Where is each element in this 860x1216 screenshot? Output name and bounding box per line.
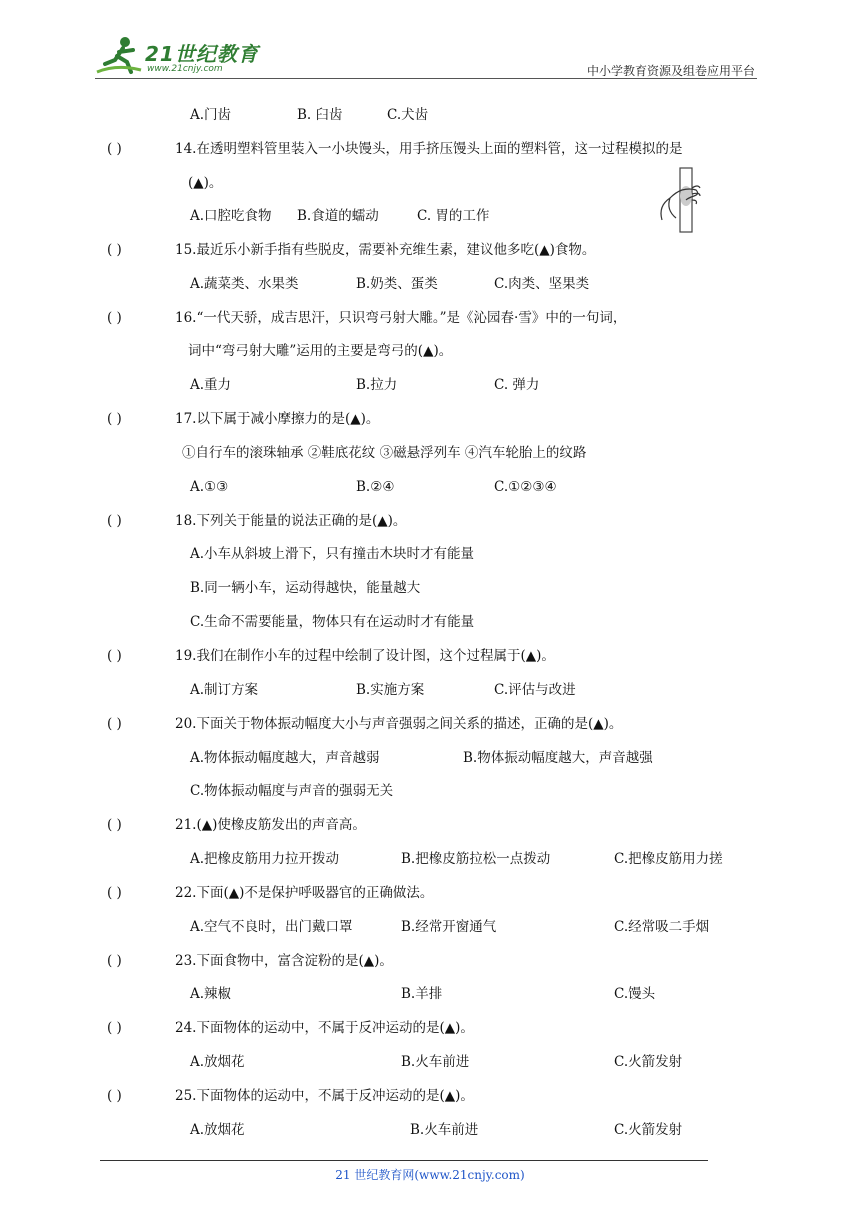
- platform-title: 中小学教育资源及组卷应用平台: [586, 64, 755, 78]
- q15-option-b: B.奶类、蛋类: [356, 276, 438, 292]
- q15-option-c: C.肉类、坚果类: [494, 276, 590, 292]
- q25-option-b: B.火车前进: [410, 1122, 479, 1138]
- q18-stem: 18.下列关于能量的说法正确的是(▲)。: [175, 513, 407, 529]
- q16-option-c: C. 弹力: [494, 377, 540, 393]
- q13-option-b: B. 臼齿: [297, 107, 343, 123]
- q17-option-c: C.①②③④: [494, 479, 557, 495]
- q19-option-a: A.制订方案: [190, 682, 259, 698]
- site-logo: [95, 34, 270, 76]
- q20-option-b: B.物体振动幅度越大，声音越强: [463, 750, 653, 766]
- q19-option-b: B.实施方案: [356, 682, 425, 698]
- hand-squeezing-tube-icon: [656, 166, 712, 234]
- logo-url: www.21cnjy.com: [147, 64, 223, 74]
- q24-option-c: C.火箭发射: [614, 1054, 683, 1070]
- q22-stem: 22.下面(▲)不是保护呼吸器官的正确做法。: [175, 885, 434, 901]
- footer-divider: [100, 1160, 708, 1161]
- answer-blank[interactable]: ( ): [107, 817, 122, 833]
- q23-option-b: B.羊排: [401, 986, 443, 1002]
- q15-stem: 15.最近乐小新手指有些脱皮，需要补充维生素，建议他多吃(▲)食物。: [175, 242, 596, 258]
- q24-option-a: A.放烟花: [190, 1054, 245, 1070]
- q18-option-a: A.小车从斜坡上滑下，只有撞击木块时才有能量: [190, 546, 475, 562]
- answer-blank[interactable]: ( ): [107, 716, 122, 732]
- q21-option-b: B.把橡皮筋拉松一点拨动: [401, 851, 551, 867]
- q16-option-a: A.重力: [190, 377, 232, 393]
- q24-stem: 24.下面物体的运动中，不属于反冲运动的是(▲)。: [175, 1020, 474, 1036]
- q17-stem: 17.以下属于减小摩擦力的是(▲)。: [175, 411, 380, 427]
- q18-option-c: C.生命不需要能量，物体只有在运动时才有能量: [190, 614, 475, 630]
- header-divider: [95, 78, 757, 79]
- q14-option-a: A.口腔吃食物: [190, 208, 272, 224]
- answer-blank[interactable]: ( ): [107, 141, 122, 157]
- answer-blank[interactable]: ( ): [107, 1020, 122, 1036]
- q22-option-b: B.经常开窗通气: [401, 919, 497, 935]
- answer-blank[interactable]: ( ): [107, 411, 122, 427]
- q13-option-c: C.犬齿: [387, 107, 429, 123]
- q23-option-a: A.辣椒: [190, 986, 232, 1002]
- answer-blank[interactable]: ( ): [107, 513, 122, 529]
- q14-stem-cont: (▲)。: [188, 175, 223, 191]
- q24-option-b: B.火车前进: [401, 1054, 470, 1070]
- q18-option-b: B.同一辆小车，运动得越快，能量越大: [190, 580, 421, 596]
- q19-stem: 19.我们在制作小车的过程中绘制了设计图，这个过程属于(▲)。: [175, 648, 555, 664]
- answer-blank[interactable]: ( ): [107, 242, 122, 258]
- q20-stem: 20.下面关于物体振动幅度大小与声音强弱之间关系的描述，正确的是(▲)。: [175, 716, 623, 732]
- q19-option-c: C.评估与改进: [494, 682, 576, 698]
- answer-blank[interactable]: ( ): [107, 1088, 122, 1104]
- q16-stem: 16.“一代天骄，成吉思汗，只识弯弓射大雕。”是《沁园春·雪》中的一句词，: [175, 310, 627, 326]
- q17-option-b: B.②④: [356, 479, 395, 495]
- answer-blank[interactable]: ( ): [107, 885, 122, 901]
- q16-option-b: B.拉力: [356, 377, 398, 393]
- footer-link[interactable]: 21 世纪教育网(www.21cnjy.com): [335, 1168, 525, 1182]
- q15-option-a: A.蔬菜类、水果类: [190, 276, 299, 292]
- q14-option-c: C. 胃的工作: [417, 208, 490, 224]
- q13-option-a: A.门齿: [190, 107, 232, 123]
- q25-option-c: C.火箭发射: [614, 1122, 683, 1138]
- q25-stem: 25.下面物体的运动中，不属于反冲运动的是(▲)。: [175, 1088, 474, 1104]
- q22-option-c: C.经常吸二手烟: [614, 919, 710, 935]
- q21-stem: 21.(▲)使橡皮筋发出的声音高。: [175, 817, 366, 833]
- answer-blank[interactable]: ( ): [107, 648, 122, 664]
- logo-text: 21世纪教育: [145, 42, 259, 66]
- q21-option-c: C.把橡皮筋用力搓: [614, 851, 723, 867]
- q23-stem: 23.下面食物中，富含淀粉的是(▲)。: [175, 953, 393, 969]
- q22-option-a: A.空气不良时，出门戴口罩: [190, 919, 353, 935]
- q14-option-b: B.食道的蠕动: [297, 208, 379, 224]
- answer-blank[interactable]: ( ): [107, 953, 122, 969]
- q16-stem-cont: 词中“弯弓射大雕”运用的主要是弯弓的(▲)。: [188, 343, 453, 359]
- q20-option-c: C.物体振动幅度与声音的强弱无关: [190, 783, 394, 799]
- q14-stem: 14.在透明塑料管里装入一小块馒头，用手挤压馒头上面的塑料管，这一过程模拟的是: [175, 141, 683, 157]
- runner-logo-icon: [95, 34, 145, 76]
- page-header: [95, 28, 757, 80]
- q21-option-a: A.把橡皮筋用力拉开拨动: [190, 851, 340, 867]
- q17-items: ①自行车的滚珠轴承 ②鞋底花纹 ③磁悬浮列车 ④汽车轮胎上的纹路: [182, 445, 587, 461]
- q23-option-c: C.馒头: [614, 986, 656, 1002]
- q25-option-a: A.放烟花: [190, 1122, 245, 1138]
- q17-option-a: A.①③: [190, 479, 229, 495]
- answer-blank[interactable]: ( ): [107, 310, 122, 326]
- q20-option-a: A.物体振动幅度越大，声音越弱: [190, 750, 380, 766]
